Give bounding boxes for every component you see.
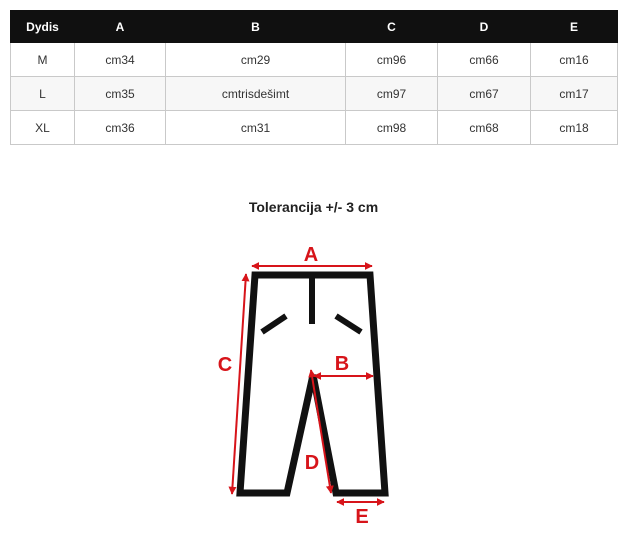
table-cell: M xyxy=(11,43,75,77)
table-cell: cm16 xyxy=(531,43,618,77)
table-cell: cm68 xyxy=(438,111,531,145)
table-cell: cm96 xyxy=(346,43,438,77)
pants-details xyxy=(262,278,361,332)
table-cell: L xyxy=(11,77,75,111)
table-cell: XL xyxy=(11,111,75,145)
measure-line-d xyxy=(311,370,331,493)
table-cell: cm97 xyxy=(346,77,438,111)
table-row xyxy=(11,43,618,77)
size-table xyxy=(10,10,618,145)
table-cell: cm31 xyxy=(166,111,346,145)
table-cell: cm35 xyxy=(75,77,166,111)
pants-measurement-diagram xyxy=(200,240,420,535)
measure-label-d: D xyxy=(304,452,320,474)
header-a: A xyxy=(75,11,166,43)
measure-label-e: E xyxy=(355,506,369,528)
table-cell: cm98 xyxy=(346,111,438,145)
table-cell: cm66 xyxy=(438,43,531,77)
table-cell: cm18 xyxy=(531,111,618,145)
table-cell: cm67 xyxy=(438,77,531,111)
measure-label-b: B xyxy=(334,353,350,375)
header-e: E xyxy=(531,11,618,43)
table-cell: cm17 xyxy=(531,77,618,111)
measure-label-a: A xyxy=(303,244,319,266)
table-cell: cm29 xyxy=(166,43,346,77)
table-header-row xyxy=(11,11,618,43)
tolerance-note: Tolerancija +/- 3 cm xyxy=(248,199,379,215)
header-size: Dydis xyxy=(11,11,75,43)
table-cell: cm34 xyxy=(75,43,166,77)
measure-label-c: C xyxy=(217,354,233,376)
table-row xyxy=(11,111,618,145)
header-b: B xyxy=(166,11,346,43)
table-cell: cmtrisdešimt xyxy=(166,77,346,111)
table-row xyxy=(11,77,618,111)
header-c: C xyxy=(346,11,438,43)
header-d: D xyxy=(438,11,531,43)
table-cell: cm36 xyxy=(75,111,166,145)
